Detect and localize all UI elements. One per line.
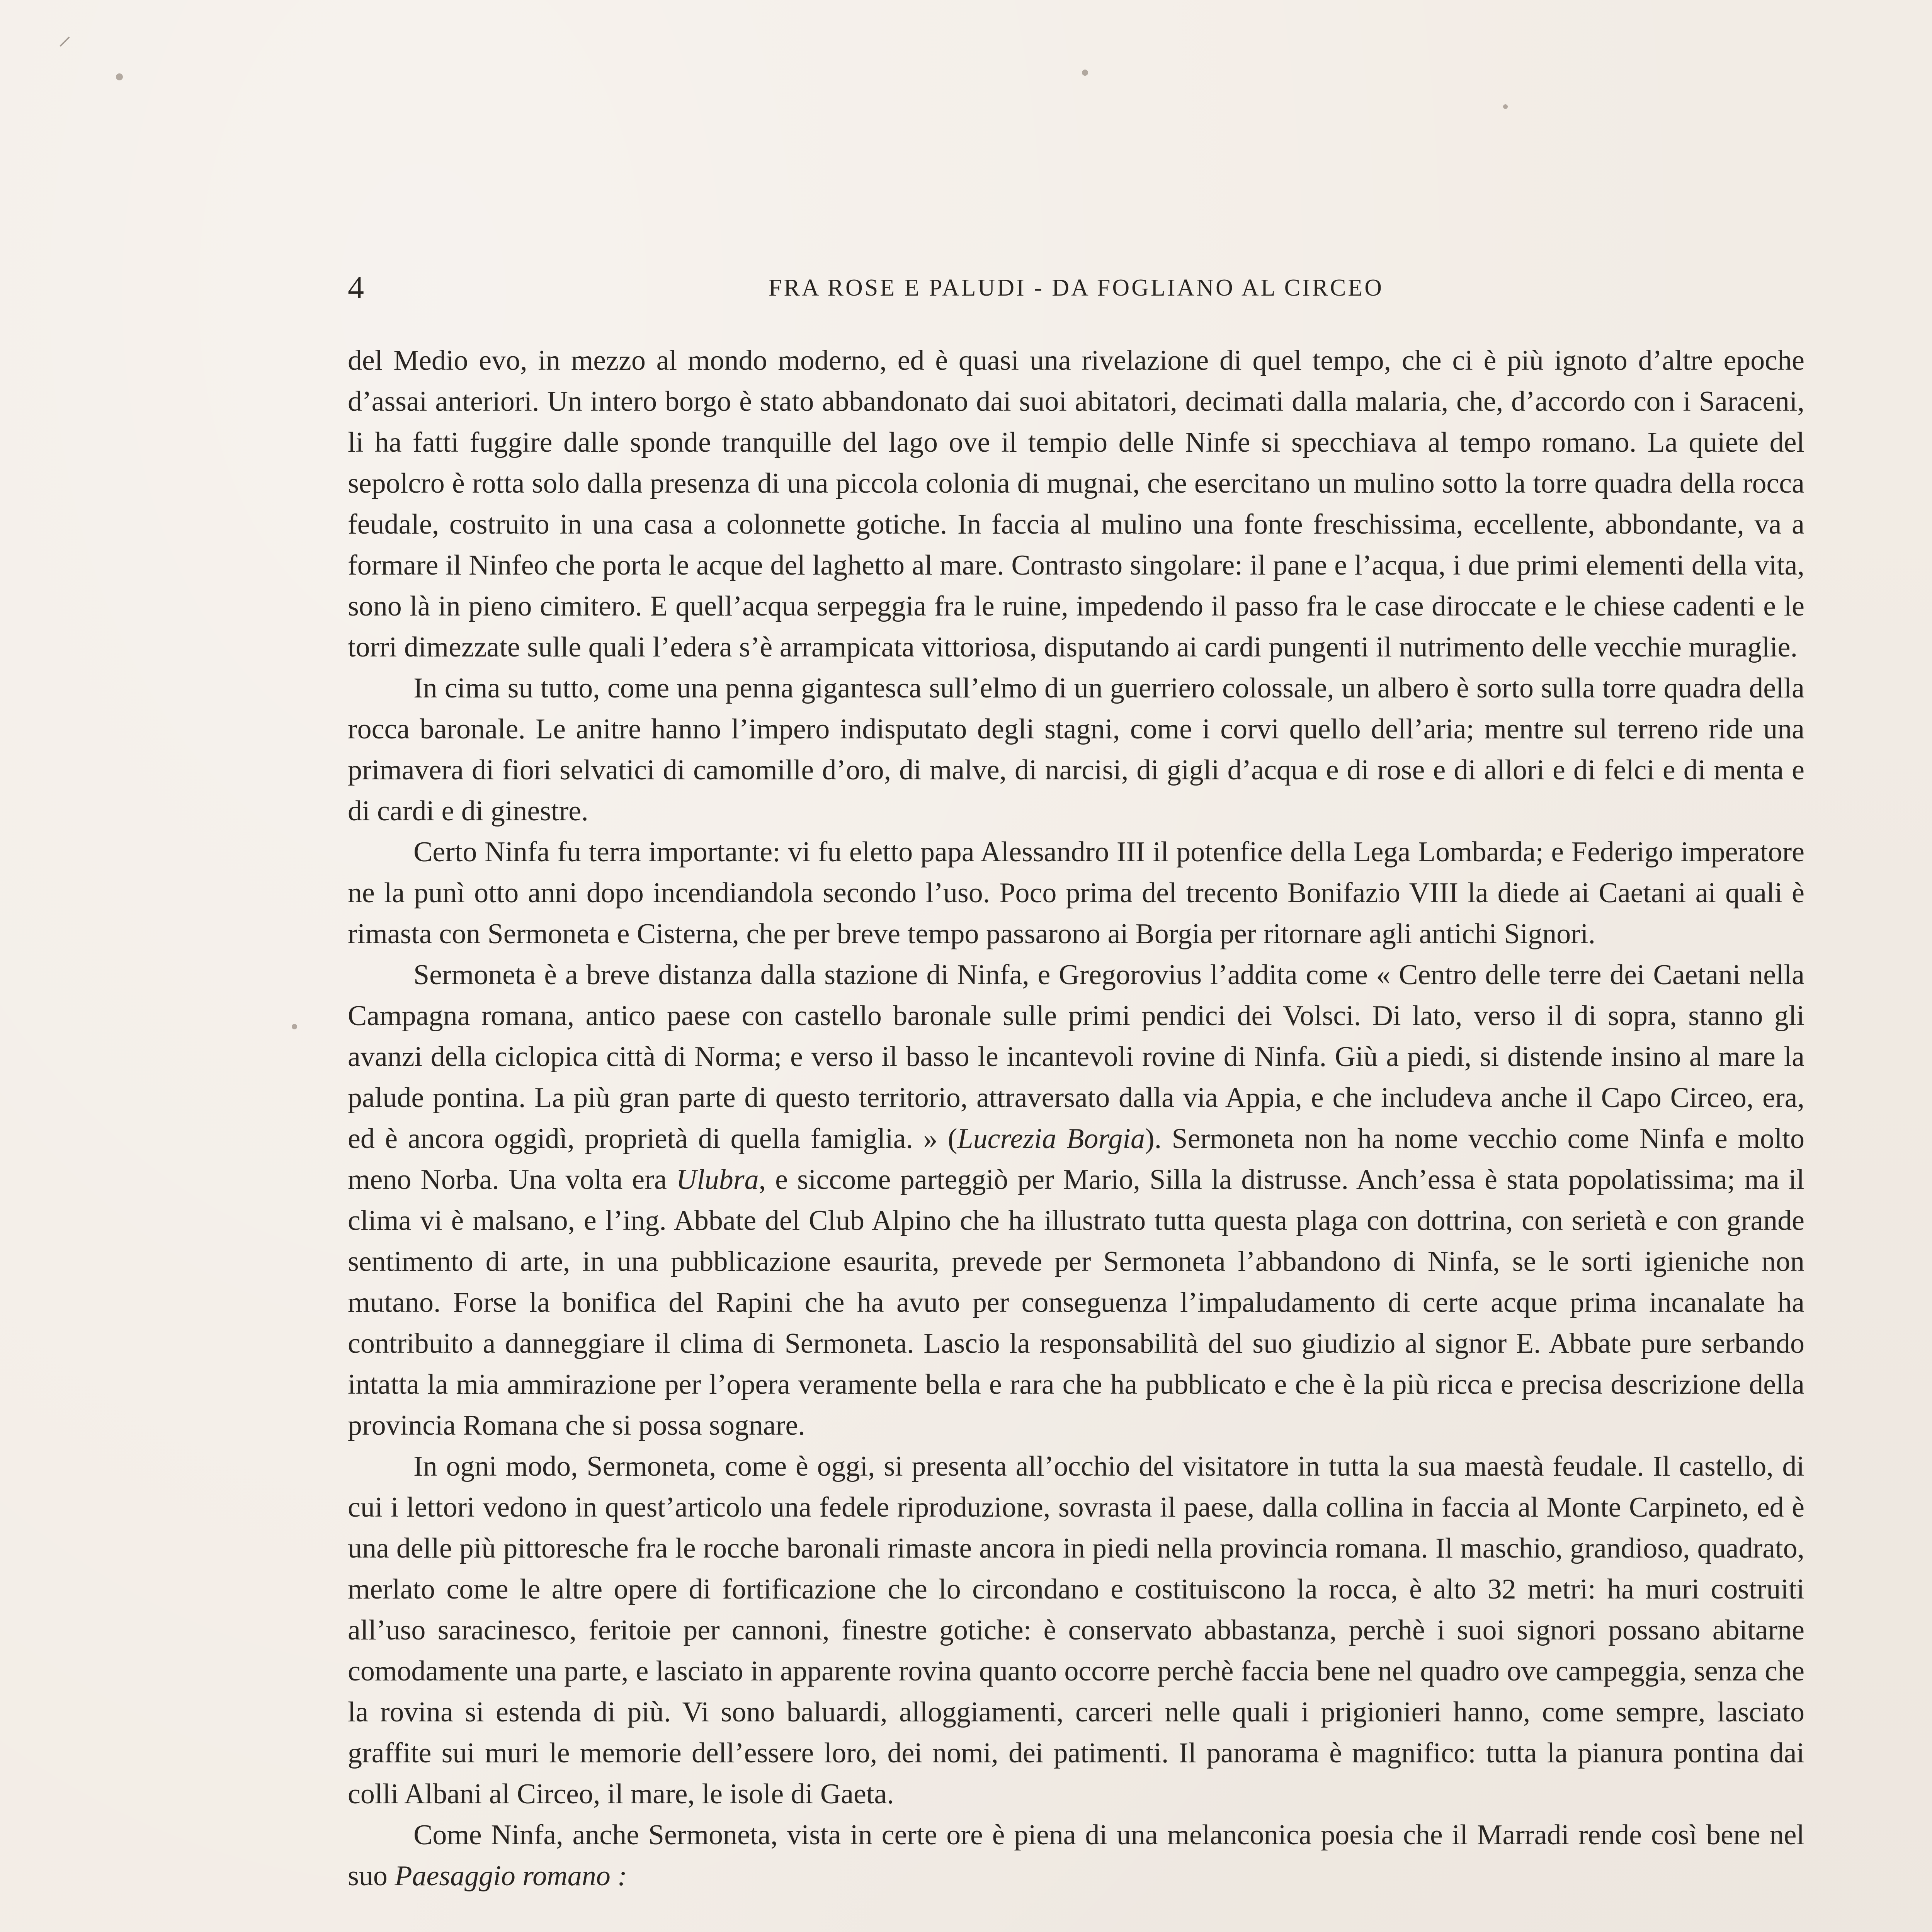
book-title: Lucrezia Borgia (957, 1123, 1145, 1155)
paragraph-text: Sermoneta è a breve distanza dalla stazione di Ninfa, e Gregorovius l’addita come « Centro delle terre dei Caetani nella Campagna romana, antico paese con castello baronale sulle primi pendici dei Volsci. Di lato, verso il di sopra, stanno gli avanzi della ciclopica città di Norma; e verso il basso le incantevoli rovine di Ninfa. Giù a piedi, si distende insino al mare la palude pontina. La più gran parte di questo territorio, attraversato dalla via Appia, e che includeva anche il Capo Circeo, era, ed è ancora oggidì, proprietà di quella famiglia. » ( (348, 959, 1804, 1155)
paragraph: Certo Ninfa fu terra importante: vi fu eletto papa Alessandro III il potenfice della Lega Lombarda; e Federigo imperatore ne la punì otto anni dopo incendiandola secondo l’uso. Poco prima del trecento Bonifazio VIII la diede ai Caetani ai quali è rimasta con Sermoneta e Cisterna, che per breve tempo passarono ai Borgia per ritornare agli antichi Signori. (348, 836, 1804, 950)
paragraph-text: Come Ninfa, anche Sermoneta, vista in certe ore è piena di una melanconica poesia che il Marradi rende così bene nel suo (348, 1819, 1804, 1892)
page-number: 4 (348, 270, 364, 306)
paper-speck (1082, 70, 1088, 76)
paragraph-text: ). Sermoneta non ha nome vecchio come Ninfa e molto meno Norba. Una volta era (348, 1123, 1804, 1196)
paragraph (348, 954, 1804, 1446)
paper-speck (292, 1024, 297, 1029)
article-body (348, 340, 1804, 1896)
running-title: FRA ROSE E PALUDI - DA FOGLIANO AL CIRCEO (768, 275, 1384, 301)
paper-speck (1503, 104, 1508, 109)
page-header (348, 267, 1804, 309)
paragraph: In ogni modo, Sermoneta, come è oggi, si presenta all’occhio del visitatore in tutta la sua maestà feudale. Il castello, di cui i lettori vedono in quest’articolo una fedele riproduzione, sovrasta il paese, dalla collina in faccia al Monte Carpineto, ed è una delle più pittoresche fra le rocche baronali rimaste ancora in piedi nella provincia romana. Il maschio, grandioso, quadrato, merlato come le altre opere di fortificazione che lo circondano e costituiscono la rocca, è alto 32 metri: ha muri costruiti all’uso saracinesco, feritoie per cannoni, finestre gotiche: è conservato abbastanza, perchè i suoi signori possano abitarne comodamente una parte, e lasciato in apparente rovina quanto occorre perchè faccia bene nel quadro ove campeggia, senza che la rovina si estenda di più. Vi sono baluardi, alloggiamenti, carceri nelle quali i prigionieri hanno, come sempre, lasciato graffite sui muri le memorie dell’essere loro, dei nomi, dei patimenti. Il panorama è magnifico: tutta la pianura pontina dai colli Albani al Circeo, il mare, le isole di Gaeta. (348, 1451, 1804, 1810)
paragraph-text: , e siccome parteggiò per Mario, Silla la distrusse. Anch’essa è stata popolatissima; ma il clima vi è malsano, e l’ing. Abbate del Club Alpino che ha illustrato tutta questa plaga con dottrina, con serietà e con grande sentimento di arte, in una pubblicazione esaurita, prevede per Sermoneta l’abbandono di Ninfa, se le sorti igieniche non mutano. Forse la bonifica del Rapini che ha avuto per conseguenza l’impaludamento di certe acque prima incanalate ha contribuito a danneggiare il clima di Sermoneta. Lascio la responsabilità del suo giudizio al signor E. Abbate pure serbando intatta la mia ammirazione per l’opera veramente bella e rara che ha pubblicato e che è la più ricca e precisa descrizione della provincia Romana che si possa sognare. (348, 1164, 1804, 1441)
paragraph: del Medio evo, in mezzo al mondo moderno, ed è quasi una rivelazione di quel tempo, che ci è più ignoto d’altre epoche d’assai anteriori. Un intero borgo è stato abbandonato dai suoi abitatori, decimati dalla malaria, che, d’accordo con i Saraceni, li ha fatti fuggire dalle sponde tranquille del lago ove il tempio delle Ninfe si specchiava al tempo romano. La quiete del sepolcro è rotta solo dalla presenza di una piccola colonia di mugnai, che esercitano un mulino sotto la torre quadra della rocca feudale, costruito in una casa a colonnette gotiche. In faccia al mulino una fonte freschissima, eccellente, abbondante, va a formare il Ninfeo che porta le acque del laghetto al mare. Contrasto singolare: il pane e l’acqua, i due primi elementi della vita, sono là in pieno cimitero. E quell’acqua serpeggia fra le ruine, impedendo il passo fra le case diroccate e le chiese cadenti e le torri dimezzate sulle quali l’edera s’è arrampicata vittoriosa, disputando ai cardi pungenti il nutrimento delle vecchie muraglie. (348, 345, 1804, 663)
paper-speck (116, 73, 123, 80)
place-name: Ulubra (676, 1164, 759, 1196)
paper-mark: ⸝ (58, 21, 71, 51)
paragraph: In cima su tutto, come una penna gigantesca sull’elmo di un guerriero colossale, un albero è sorto sulla torre quadra della rocca baronale. Le anitre hanno l’impero indisputato degli stagni, come i corvi quello dell’aria; mentre sul terreno ride una primavera di fiori selvatici di camomille d’oro, di malve, di narcisi, di gigli d’acqua e di rose e di allori e di felci e di menta e di cardi e di ginestre. (348, 672, 1804, 827)
poem-title: Paesaggio romano : (395, 1860, 627, 1892)
paragraph (348, 1815, 1804, 1896)
